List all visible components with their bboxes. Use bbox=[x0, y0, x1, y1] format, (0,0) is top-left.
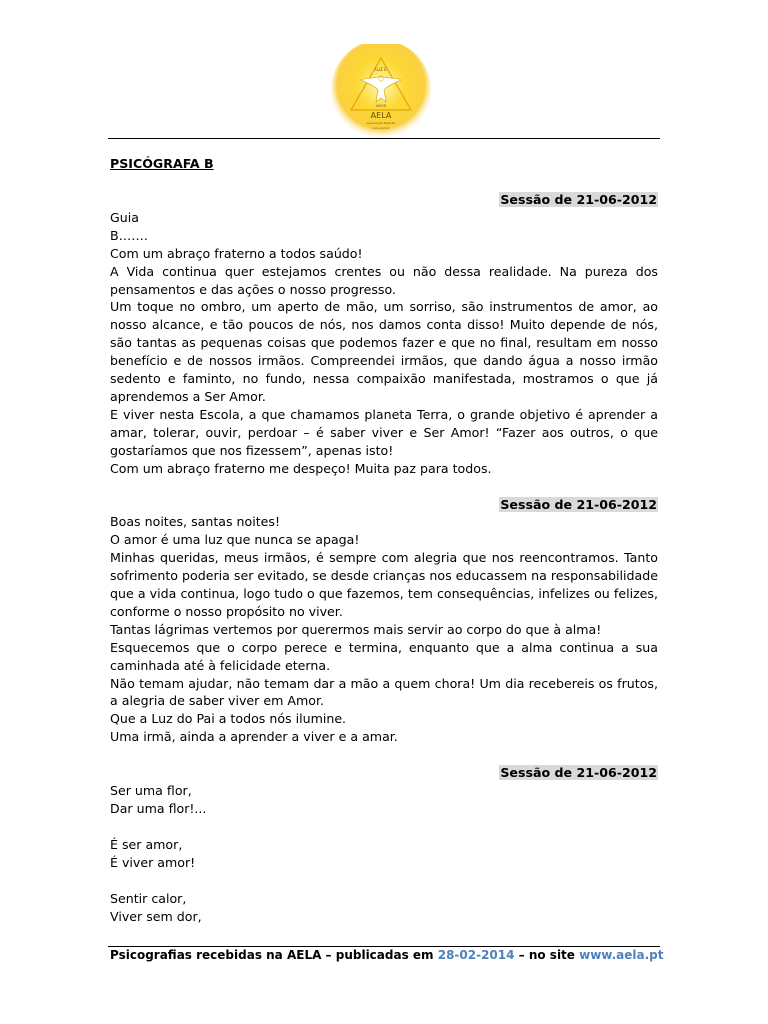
footer-date: 28-02-2014 bbox=[437, 948, 515, 962]
text-paragraph: A Vida continua quer estejamos crentes ou não dessa realidade. Na pureza dos pensamentos e das ações o nosso progresso. bbox=[110, 263, 658, 297]
spacer bbox=[110, 818, 658, 836]
footer-prefix: Psicografias recebidas na AELA – publicadas em bbox=[110, 948, 438, 962]
session-date: Sessão de 21-06-2012 bbox=[500, 192, 657, 207]
spacer bbox=[110, 872, 658, 890]
session-row bbox=[110, 764, 658, 782]
footer-middle: – no site bbox=[514, 948, 580, 962]
spacer bbox=[110, 746, 658, 764]
session-date: Sessão de 21-06-2012 bbox=[500, 496, 657, 512]
aela-logo bbox=[327, 44, 435, 144]
logo-name: AELA bbox=[370, 111, 392, 120]
document-heading: PSICÓGRAFA B bbox=[110, 156, 214, 171]
poem-line: Sentir calor, bbox=[110, 890, 187, 906]
text-paragraph: Minhas queridas, meus irmãos, é sempre com alegria que nos reencontramos. Tanto sofrimento poderia ser evitado, se desde crianças nos educassem na responsabilidade que a vida continua, logo tudo o que fazemos, tem consequências, infelizes ou felizes, conforme o nosso propósito no viver. bbox=[110, 550, 658, 619]
text-line: Uma irmã, ainda a aprender a viver e a amar. bbox=[110, 729, 398, 745]
spacer bbox=[110, 173, 658, 191]
text-paragraph: Não temam ajudar, não temam dar a mão a quem chora! Um dia recebereis os frutos, a alegria de saber viver em Amor. bbox=[110, 675, 658, 709]
footer-site-link[interactable]: www.aela.pt bbox=[579, 948, 664, 962]
text-paragraph: E viver nesta Escola, a que chamamos planeta Terra, o grande objetivo é aprender a amar, tolerar, ouvir, perdoar – é saber viver e Ser Amor! “Fazer aos outros, o que gostaríamos que nos fizessem”, apenas isto! bbox=[110, 406, 658, 458]
poem-line: Dar uma flor!... bbox=[110, 801, 207, 816]
text-line: Tantas lágrimas vertemos por querermos mais servir ao corpo do que à alma! bbox=[110, 621, 602, 637]
page-footer bbox=[110, 947, 664, 964]
logo-line1: LUZ E bbox=[375, 67, 387, 72]
text-paragraph: Esquecemos que o corpo perece e termina, enquanto que a alma continua a sua caminhada até à felicidade eterna. bbox=[110, 639, 658, 673]
logo-line2: AMOR bbox=[375, 104, 387, 108]
session-row bbox=[110, 496, 658, 514]
logo-sub1: Associação Espírita bbox=[366, 121, 396, 125]
logo-sub2: Luz e Amor bbox=[372, 126, 390, 130]
text-line: Que a Luz do Pai a todos nós ilumine. bbox=[110, 711, 347, 727]
text-line: Com um abraço fraterno me despeço! Muita paz para todos. bbox=[110, 460, 492, 476]
header-rule bbox=[108, 138, 660, 139]
aela-logo-emblem bbox=[327, 44, 435, 144]
text-line: Boas noites, santas noites! bbox=[110, 514, 281, 530]
document-body bbox=[110, 155, 658, 926]
text-line: Guia bbox=[110, 209, 139, 225]
poem-line: É viver amor! bbox=[110, 854, 196, 870]
poem-line: É ser amor, bbox=[110, 836, 183, 852]
text-paragraph: Um toque no ombro, um aperto de mão, um sorriso, são instrumentos de amor, ao nosso alcance, e tão poucos de nós, nos damos conta disso! Muito depende de nós, são tantas as pequenas coisas que podemos fazer e que no final, resultam em nosso benefício e de nossos irmãos. Compreendei irmãos, que dando água a nosso irmão sedento e faminto, no fundo, nessa compaixão manifestada, mostramos o que já aprendemos a Ser Amor. bbox=[110, 299, 658, 404]
text-line: B……. bbox=[110, 227, 148, 243]
text-line: Com um abraço fraterno a todos saúdo! bbox=[110, 245, 363, 261]
session-row bbox=[110, 191, 658, 209]
text-line: O amor é uma luz que nunca se apaga! bbox=[110, 532, 360, 548]
poem-line: Viver sem dor, bbox=[110, 908, 202, 924]
spacer bbox=[110, 478, 658, 496]
session-date: Sessão de 21-06-2012 bbox=[500, 765, 657, 781]
poem-line: Ser uma flor, bbox=[110, 783, 192, 799]
